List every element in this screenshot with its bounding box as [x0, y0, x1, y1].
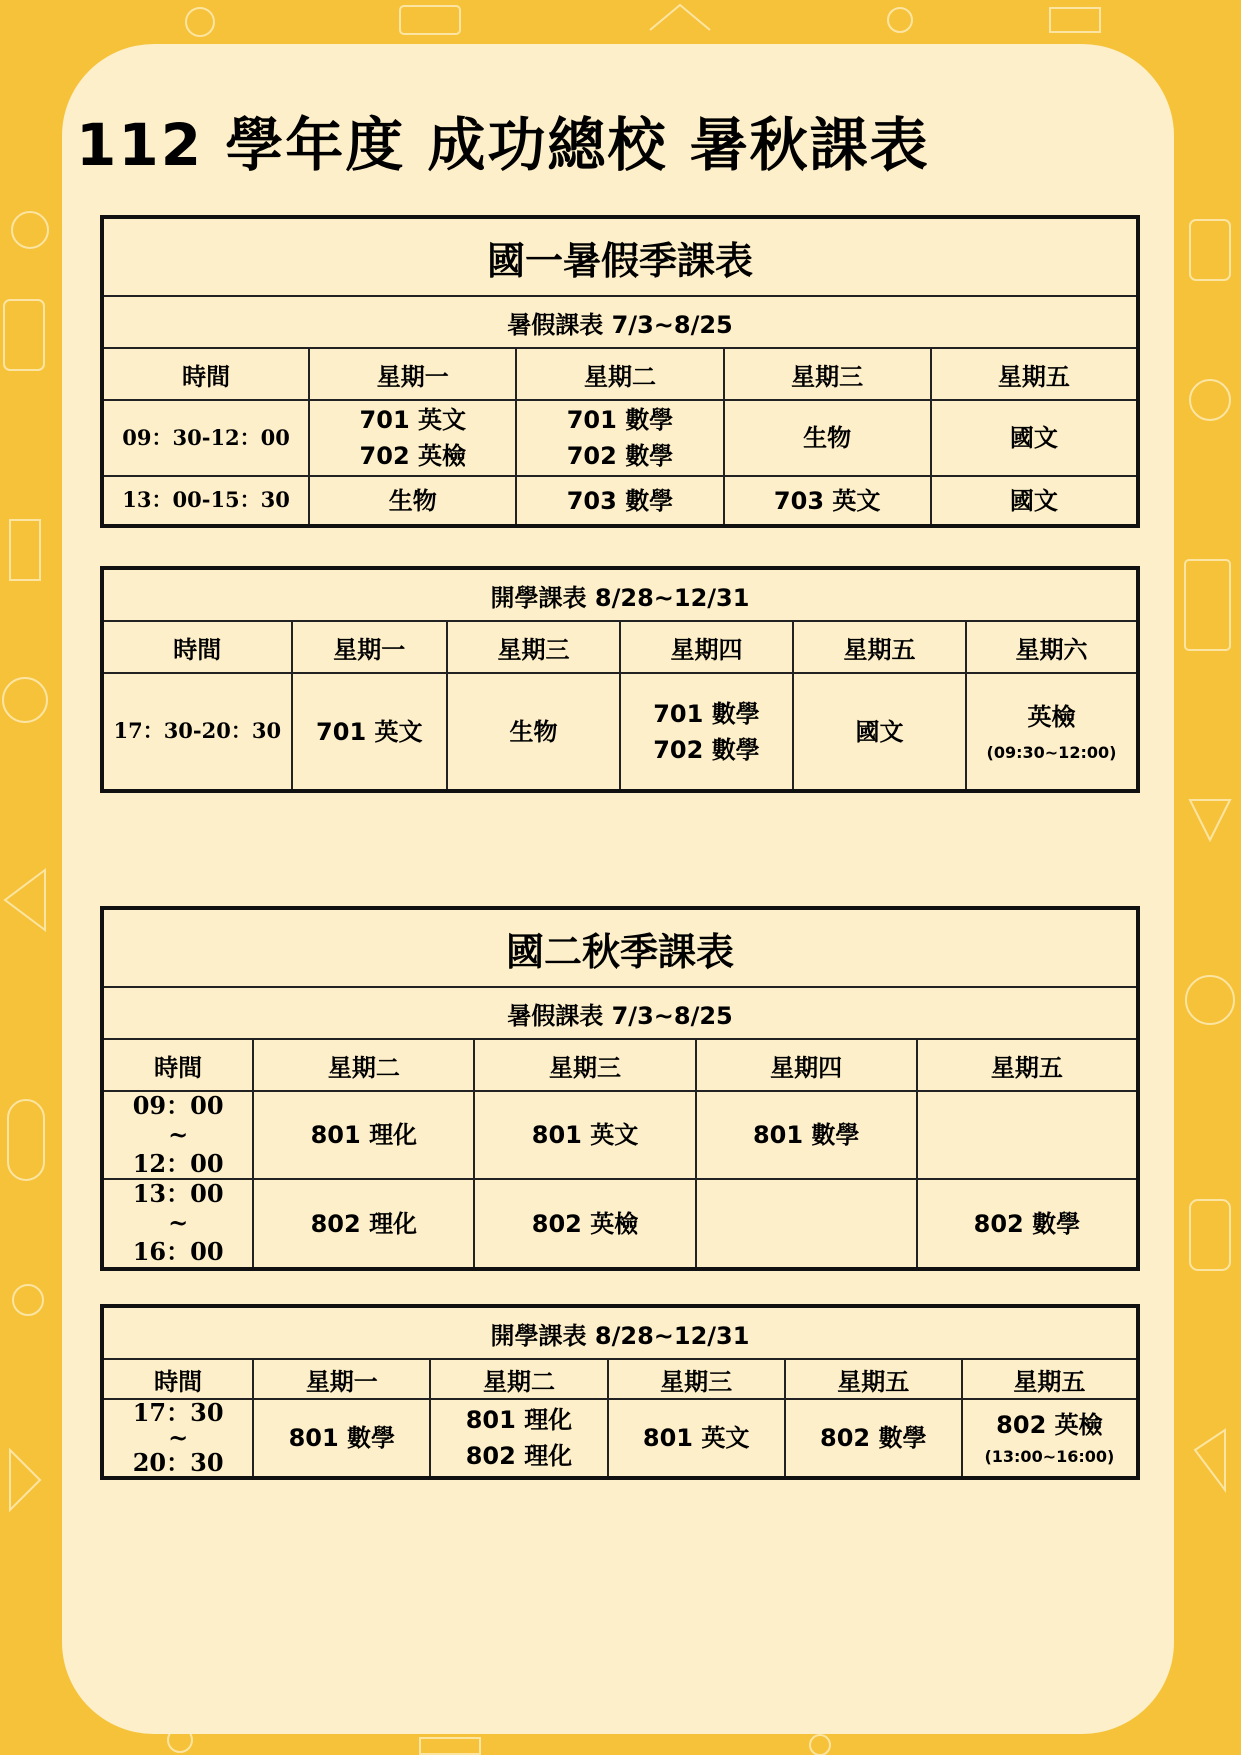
column-header-day: 星期五 — [962, 1359, 1138, 1399]
class-cell: 國文 — [931, 476, 1138, 526]
class-cell — [309, 400, 516, 476]
table-row — [102, 400, 1138, 476]
time-separator: ~ — [168, 1423, 189, 1453]
class-entry: 702 英檢 — [359, 442, 466, 470]
grade7-fall-table — [100, 566, 1140, 793]
class-cell: 701 英文 — [292, 673, 447, 791]
class-entry: 701 數學 — [653, 699, 760, 728]
column-header-day: 星期三 — [474, 1039, 695, 1091]
class-cell — [620, 673, 793, 791]
time-separator: ~ — [168, 1119, 189, 1149]
class-entry: 英檢 — [1027, 702, 1076, 731]
column-header-day: 星期一 — [292, 621, 447, 673]
class-cell: 802 理化 — [253, 1179, 474, 1268]
column-header-time: 時間 — [102, 1359, 253, 1399]
column-header-day: 星期三 — [724, 348, 931, 400]
table-row — [102, 1091, 1138, 1179]
class-entry: 702 數學 — [653, 735, 760, 764]
class-cell: 801 數學 — [253, 1399, 430, 1478]
grade8-fall-table — [100, 1304, 1140, 1480]
table-row — [102, 476, 1138, 526]
grade8-fall-subtitle: 開學課表 8/28~12/31 — [102, 1306, 1138, 1359]
class-entry: 801 理化 — [465, 1405, 573, 1434]
column-header-day: 星期二 — [253, 1039, 474, 1091]
grade8-title: 國二秋季課表 — [102, 908, 1138, 987]
class-cell — [917, 1091, 1138, 1179]
column-header-day: 星期五 — [917, 1039, 1138, 1091]
column-header-day: 星期五 — [785, 1359, 962, 1399]
table-row — [102, 1399, 1138, 1478]
column-header-day: 星期一 — [309, 348, 516, 400]
class-cell — [696, 1179, 917, 1268]
class-cell: 801 英文 — [608, 1399, 785, 1478]
column-header-day: 星期三 — [447, 621, 620, 673]
time-end: 12：00 — [132, 1148, 224, 1178]
column-header-day: 星期五 — [931, 348, 1138, 400]
time-end: 20：30 — [132, 1448, 224, 1478]
class-cell: 802 數學 — [917, 1179, 1138, 1268]
class-entry: 802 英檢 — [996, 1410, 1103, 1439]
column-header-day: 星期一 — [253, 1359, 430, 1399]
class-entry: 701 英文 — [359, 406, 466, 434]
column-header-time: 時間 — [102, 1039, 253, 1091]
class-cell: 801 數學 — [696, 1091, 917, 1179]
class-entry: 702 數學 — [566, 442, 674, 470]
class-entry: 701 數學 — [566, 406, 674, 434]
time-start: 13：00 — [132, 1179, 224, 1209]
grade7-summer-subtitle: 暑假課表 7/3~8/25 — [102, 296, 1138, 348]
column-header-time: 時間 — [102, 621, 292, 673]
class-cell: 生物 — [309, 476, 516, 526]
table-row — [102, 673, 1138, 791]
class-cell — [966, 673, 1138, 791]
time-slot — [102, 1399, 253, 1478]
column-header-day: 星期二 — [430, 1359, 607, 1399]
time-slot — [102, 1179, 253, 1268]
class-cell: 國文 — [793, 673, 966, 791]
time-note: (09:30~12:00) — [986, 742, 1117, 762]
table-row — [102, 1179, 1138, 1268]
column-header-day: 星期六 — [966, 621, 1138, 673]
time-note: (13:00~16:00) — [984, 1446, 1115, 1466]
page-title: 112 學年度 成功總校 暑秋課表 — [76, 111, 930, 179]
class-cell: 801 英文 — [474, 1091, 695, 1179]
column-header-day: 星期四 — [620, 621, 793, 673]
grade7-fall-subtitle: 開學課表 8/28~12/31 — [102, 568, 1138, 621]
time-slot: 17：30-20：30 — [102, 673, 292, 791]
time-start: 17：30 — [132, 1399, 224, 1427]
column-header-time: 時間 — [102, 348, 309, 400]
grade8-summer-table — [100, 906, 1140, 1271]
class-cell — [962, 1399, 1138, 1478]
column-header-day: 星期四 — [696, 1039, 917, 1091]
time-separator: ~ — [168, 1208, 189, 1238]
class-cell: 703 英文 — [724, 476, 931, 526]
class-cell: 國文 — [931, 400, 1138, 476]
grade7-summer-table — [100, 215, 1140, 528]
time-slot: 09：30-12：00 — [102, 400, 309, 476]
class-cell: 802 數學 — [785, 1399, 962, 1478]
time-end: 16：00 — [132, 1236, 224, 1266]
grade8-summer-subtitle: 暑假課表 7/3~8/25 — [102, 987, 1138, 1039]
class-cell: 生物 — [724, 400, 931, 476]
grade7-title: 國一暑假季課表 — [102, 217, 1138, 296]
time-slot: 13：00-15：30 — [102, 476, 309, 526]
time-slot — [102, 1091, 253, 1179]
time-start: 09：00 — [132, 1091, 224, 1120]
column-header-day: 星期二 — [516, 348, 723, 400]
column-header-day: 星期三 — [608, 1359, 785, 1399]
class-entry: 802 理化 — [465, 1441, 573, 1470]
class-cell: 801 理化 — [253, 1091, 474, 1179]
class-cell: 生物 — [447, 673, 620, 791]
class-cell — [430, 1399, 607, 1478]
class-cell: 802 英檢 — [474, 1179, 695, 1268]
class-cell — [516, 400, 723, 476]
class-cell: 703 數學 — [516, 476, 723, 526]
column-header-day: 星期五 — [793, 621, 966, 673]
